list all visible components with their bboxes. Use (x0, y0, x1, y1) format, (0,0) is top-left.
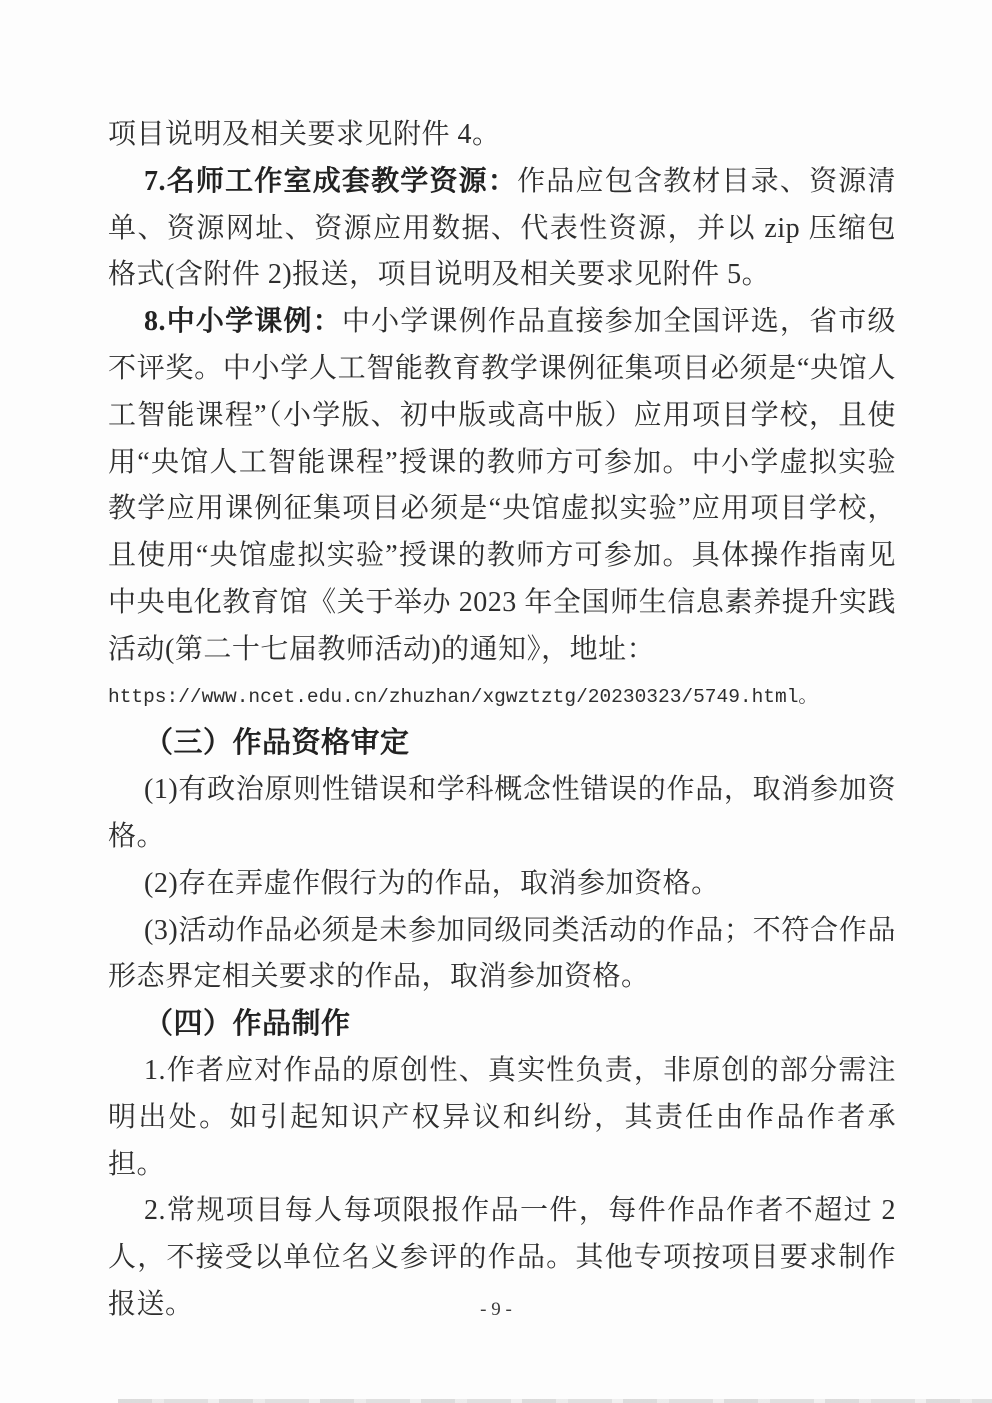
body-paragraph-continuation: 项目说明及相关要求见附件 4。 (108, 119, 501, 150)
page-number: - 9 - (480, 1299, 512, 1320)
document-body (108, 112, 896, 1329)
body-paragraph-item-7 (108, 159, 896, 299)
body-paragraph-make-2: 2.常规项目每人每项限报作品一件，每件作品作者不超过 2 人，不接受以单位名义参评的作品。其他专项按项目要求制作报送。 (108, 1195, 896, 1320)
item-8-bold-lead: 8.中小学课例： (144, 306, 342, 338)
item-7-bold-lead: 7.名师工作室成套教学资源： (144, 165, 518, 197)
section-heading-3: （三）作品资格审定 (144, 727, 410, 760)
item-8-text: 中小学课例作品直接参加全国评选，省市级不评奖。中小学人工智能教育教学课例征集项目必须是“央馆人工智能课程”（小学版、初中版或高中版）应用项目学校，且使用“央馆人工智能课程”授课的教师方可参加。中小学虚拟实验教学应用课例征集项目必须是“央馆虚拟实验”应用项目学校，且使用“央馆虚拟实验”授课的教师方可参加。具体操作指南见中央电化教育馆《关于举办 2023 年全国师生信息素养提升实践活动(第二十七届教师活动)的通知》，地址： (108, 306, 896, 665)
item-7-text: 作品应包含教材目录、资源清单、资源网址、资源应用数据、代表性资源，并以 zip 压缩包格式(含附件 2)报送，项目说明及相关要求见附件 5。 (108, 165, 896, 291)
body-paragraph-rule-1: (1)有政治原则性错误和学科概念性错误的作品，取消参加资格。 (108, 774, 896, 852)
body-paragraph-make-1: 1.作者应对作品的原创性、真实性负责，非原创的部分需注明出处。如引起知识产权异议和纠纷，其责任由作品作者承担。 (108, 1054, 896, 1180)
body-paragraph-rule-2: (2)存在弄虚作假行为的作品，取消参加资格。 (144, 867, 720, 899)
url-line: https://www.ncet.edu.cn/zhuzhan/xgwztztg/20230323/5749.html。 (108, 685, 818, 708)
body-paragraph-item-8 (108, 299, 896, 673)
body-paragraph-rule-3: (3)活动作品必须是未参加同级同类活动的作品；不符合作品形态界定相关要求的作品，取消参加资格。 (108, 914, 896, 993)
scan-edge-artifact (118, 1399, 992, 1403)
section-heading-4: （四）作品制作 (144, 1008, 351, 1041)
